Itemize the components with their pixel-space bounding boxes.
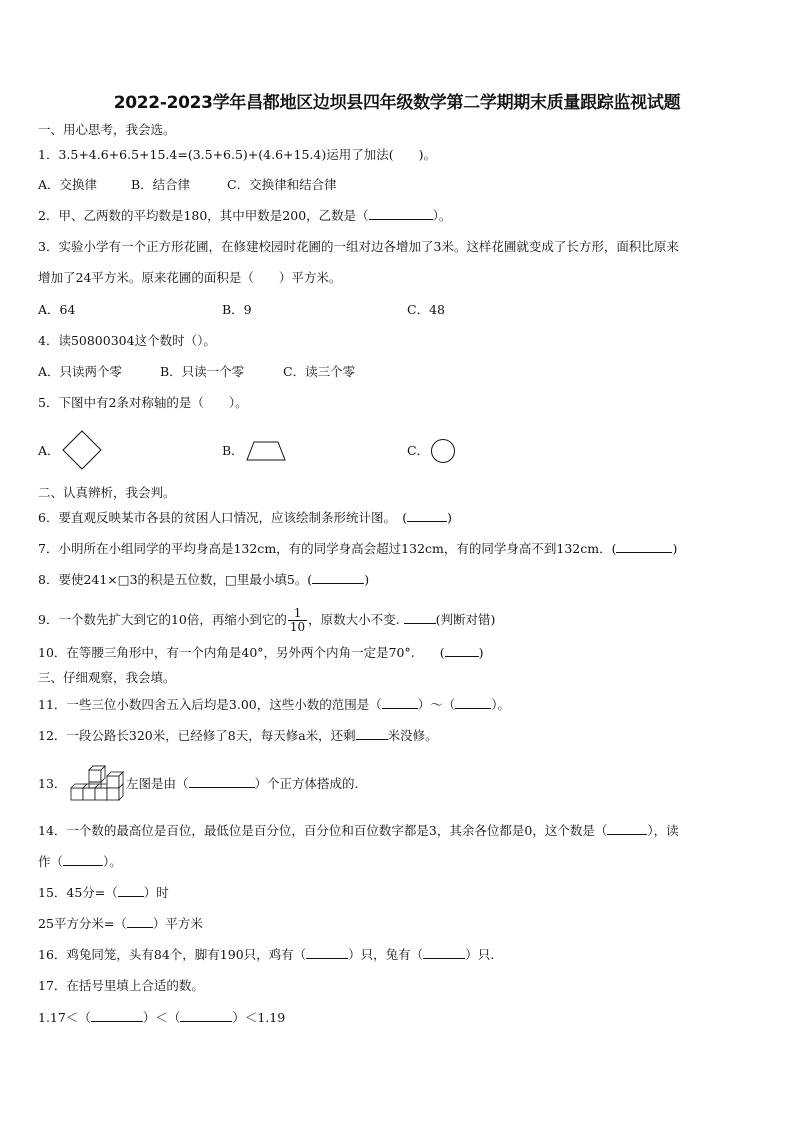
question-17: 17．在括号里填上合适的数。 [38,978,204,993]
section-2-heading: 二、认真辨析，我会判。 [38,485,176,500]
q14-line2-text-end: ）。 [103,854,122,869]
q4-option-a: A．只读两个零 [38,364,123,379]
q3-option-c: C．48 [407,302,445,317]
question-17-part-2 [38,1009,285,1027]
q3-option-a: A．64 [38,302,76,317]
q4-option-b: B．只读一个零 [160,364,245,379]
question-14-line-1 [38,822,679,840]
q2-text-end: ）。 [432,208,452,223]
q16-text-mid: ）只，兔有（ [348,947,424,962]
q15-blank-1[interactable] [118,884,144,897]
circle-shape-icon [430,438,456,464]
q5-option-a: A． [38,443,60,458]
q9-fraction-denominator: 10 [289,620,306,634]
q12-text-end: 米没修。 [387,728,438,743]
question-3-line-2: 增加了24平方米。原来花圃的面积是（ ）平方米。 [38,270,342,285]
q9-fraction [288,607,307,634]
q15b-text-end: ）平方米 [152,916,203,931]
q13-number: 13． [38,776,67,791]
question-5: 5．下图中有2条对称轴的是（ ）。 [38,395,248,410]
q10-text: 10．在等腰三角形中，有一个内角是40°，另外两个内角一定是70°. ( [38,645,445,660]
q1-option-a: A．交换律 [38,177,98,192]
q8-blank[interactable] [312,571,364,584]
q5-option-b: B． [222,443,244,458]
q7-text-end: ) [672,541,678,556]
q5-option-c: C． [407,443,430,458]
q16-text: 16．鸡兔同笼，头有84个，脚有190只，鸡有（ [38,947,307,962]
page-title: 2022-2023学年昌都地区边坝县四年级数学第二学期期末质量跟踪监视试题 [113,93,681,113]
q12-blank[interactable] [356,727,388,740]
q16-text-end: ）只. [465,947,495,962]
q6-blank[interactable] [407,509,447,522]
q8-text-end: ) [364,572,370,587]
q11-text-end: ）。 [491,697,511,712]
q14-line2-text: 作（ [38,854,64,869]
q17-blank-1[interactable] [91,1009,143,1022]
question-7 [38,540,677,558]
q1-option-c: C．交换律和结合律 [227,177,337,192]
q14-blank-2[interactable] [63,853,103,866]
q13-text-end: ）个正方体搭成的. [254,776,359,791]
q7-blank[interactable] [616,540,672,553]
question-6 [38,509,452,527]
q2-text: 2．甲、乙两数的平均数是180，其中甲数是200，乙数是（ [38,208,369,223]
q4-option-c: C．读三个零 [283,364,356,379]
question-8 [38,571,369,589]
q9-fraction-numerator: 1 [288,607,307,621]
q17b-text: 1.17＜（ [38,1010,91,1025]
q9-text-tail: (判断对错) [435,612,496,627]
diamond-shape-icon [62,430,102,470]
q9-blank[interactable] [404,611,436,624]
question-11 [38,696,510,714]
q11-text-mid: ）～（ [417,697,456,712]
q11-text: 11．一些三位小数四舍五入后均是3.00，这些小数的范围是（ [38,697,382,712]
q14-blank-1[interactable] [607,822,647,835]
q17-blank-2[interactable] [180,1009,232,1022]
q15b-text: 25平方分米=（ [38,916,127,931]
q9-text: 9．一个数先扩大到它的10倍，再缩小到它的 [38,612,287,627]
q15-text-end: ）时 [143,885,169,900]
cube-stack-figure-icon [67,762,125,804]
q16-blank-1[interactable] [306,946,348,959]
q8-text: 8．要使241×□3的积是五位数，□里最小填5。( [38,572,313,587]
question-15-part-2 [38,915,203,933]
q10-text-end: ) [478,645,484,660]
question-2 [38,207,451,225]
q13-blank[interactable] [189,775,255,788]
question-13 [38,775,66,793]
question-13-text [126,775,359,793]
trapezoid-shape-icon [246,441,286,461]
question-12 [38,727,438,745]
q14-text-end: ），读 [647,823,679,838]
q1-option-b: B．结合律 [131,177,191,192]
question-15 [38,884,169,902]
q12-text: 12．一段公路长320米，已经修了8天，每天修a米，还剩 [38,728,356,743]
q14-text: 14．一个数的最高位是百位，最低位是百分位，百分位和百位数字都是3，其余各位都是0，这个数是（ [38,823,608,838]
section-1-heading: 一、用心思考，我会选。 [38,122,176,137]
section-3-heading: 三、仔细观察，我会填。 [38,670,176,685]
question-14-line-2 [38,853,122,871]
q11-blank-2[interactable] [455,696,491,709]
question-4: 4．读50800304这个数时（）。 [38,333,216,348]
q9-text-mid: ，原数大小不变. [308,612,400,627]
q10-blank[interactable] [445,644,479,657]
q15-text: 15．45分=（ [38,885,118,900]
question-1: 1．3.5+4.6+6.5+15.4=(3.5+6.5)+(4.6+15.4)运用了加法( )。 [38,147,436,162]
q6-text-end: ) [447,510,452,525]
q17b-text-end: ）＜1.19 [232,1010,286,1025]
q7-text: 7．小明所在小组同学的平均身高是132cm，有的同学身高会超过132cm，有的同学身高不到132cm．( [38,541,617,556]
question-9 [38,607,495,634]
question-16 [38,946,494,964]
q17b-text-mid: ）＜（ [142,1010,181,1025]
question-3-line-1: 3．实验小学有一个正方形花圃，在修建校园时花圃的一组对边各增加了3米。这样花圃就变成了长方形，面积比原来 [38,239,679,254]
q6-text: 6．要直观反映某市各县的贫困人口情况，应该绘制条形统计图。 ( [38,510,408,525]
q15-blank-2[interactable] [127,915,153,928]
q13-text: 左图是由（ [126,776,189,791]
q16-blank-2[interactable] [423,946,465,959]
q2-blank[interactable] [369,207,433,220]
q11-blank-1[interactable] [382,696,418,709]
q3-option-b: B．9 [222,302,252,317]
question-10 [38,644,483,662]
